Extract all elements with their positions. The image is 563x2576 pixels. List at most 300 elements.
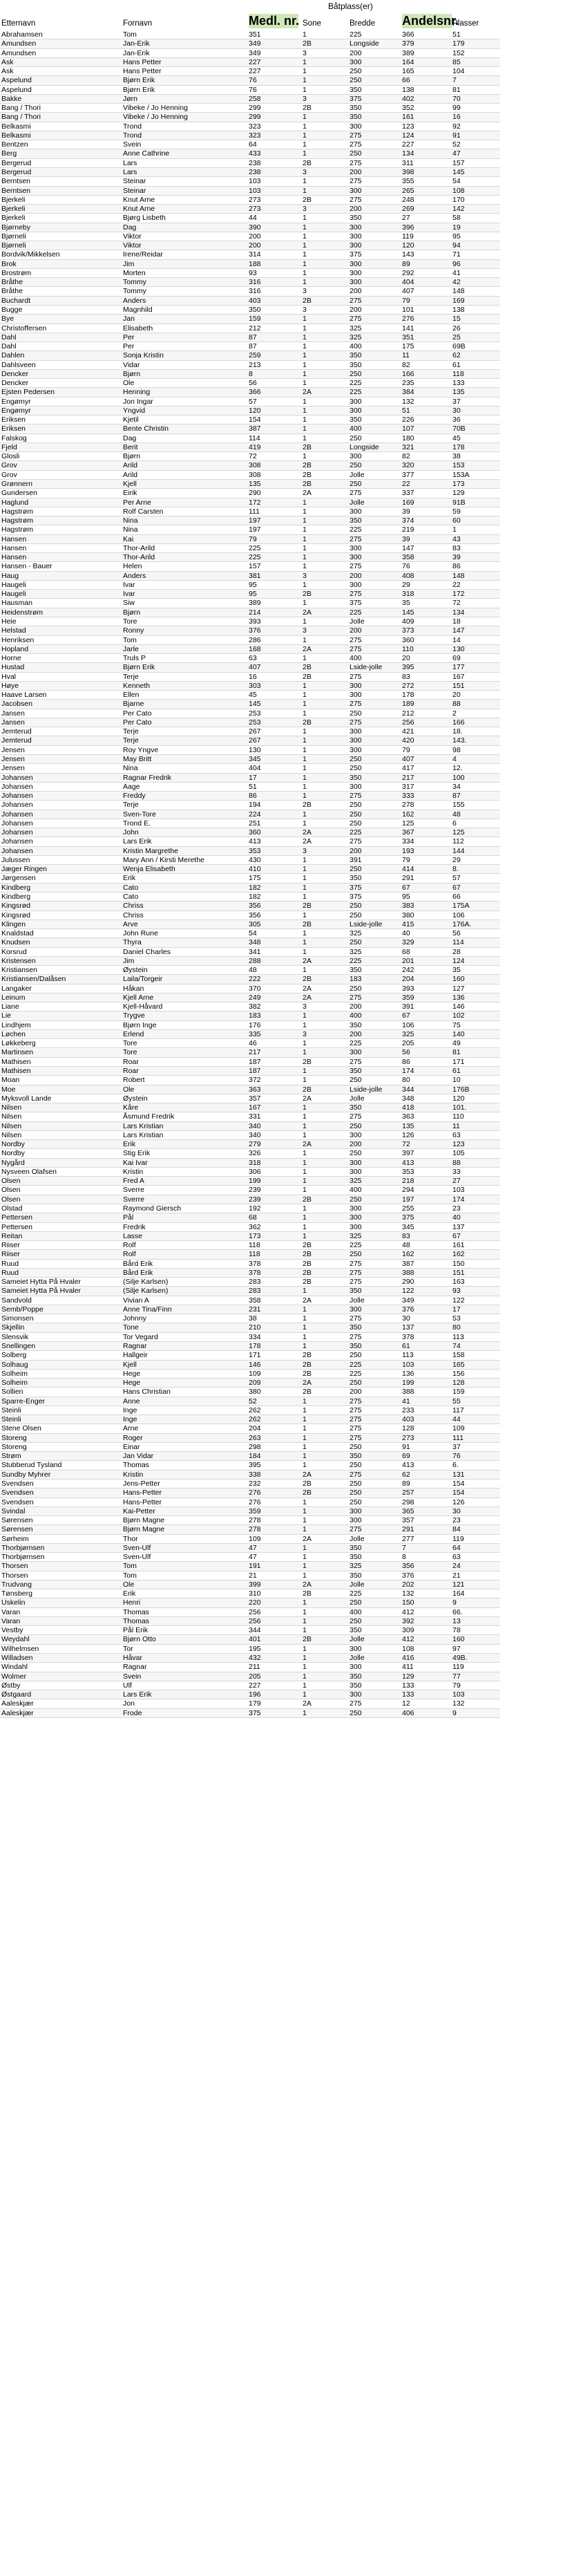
table-row[interactable] xyxy=(0,1507,500,1516)
cell-fornavn: Kai xyxy=(123,534,134,543)
cell-plasser: 155 xyxy=(452,801,465,810)
header-etternavn[interactable]: Etternavn xyxy=(1,19,36,28)
table-row[interactable] xyxy=(0,1195,500,1204)
table-row[interactable] xyxy=(0,608,500,617)
cell-medl-nr: 401 xyxy=(249,1635,261,1644)
table-row[interactable] xyxy=(0,443,500,452)
table-row[interactable] xyxy=(0,260,500,269)
cell-plasser: 158 xyxy=(452,1351,465,1360)
table-row[interactable] xyxy=(0,1525,500,1534)
table-row[interactable] xyxy=(0,581,500,590)
table-row[interactable] xyxy=(0,617,500,626)
cell-medl-nr: 109 xyxy=(249,1534,261,1543)
table-row[interactable] xyxy=(0,736,500,745)
table-row[interactable] xyxy=(0,131,500,140)
table-row[interactable] xyxy=(0,407,500,416)
table-row[interactable] xyxy=(0,1058,500,1067)
table-row[interactable] xyxy=(0,562,500,571)
cell-sone: 1 xyxy=(303,892,307,901)
cell-fornavn: Jim xyxy=(123,259,135,268)
table-row[interactable] xyxy=(0,590,500,599)
cell-plasser: 92 xyxy=(452,122,461,131)
table-row[interactable] xyxy=(0,1370,500,1379)
table-row[interactable] xyxy=(0,902,500,911)
table-row[interactable] xyxy=(0,828,500,837)
table-row[interactable] xyxy=(0,1314,500,1323)
cell-andelsnr: 205 xyxy=(402,1039,414,1048)
table-row[interactable] xyxy=(0,1067,500,1076)
header-fornavn[interactable]: Fornavn xyxy=(123,19,153,28)
table-row[interactable] xyxy=(0,480,500,489)
cell-etternavn: Nygård xyxy=(1,1158,25,1167)
table-row[interactable] xyxy=(0,1654,500,1663)
cell-andelsnr: 257 xyxy=(402,1488,414,1497)
table-row[interactable] xyxy=(0,95,500,104)
table-row[interactable] xyxy=(0,1122,500,1131)
table-row[interactable] xyxy=(0,636,500,645)
table-row[interactable] xyxy=(0,1516,500,1525)
table-row[interactable] xyxy=(0,1250,500,1259)
table-row[interactable] xyxy=(0,1232,500,1241)
table-row[interactable] xyxy=(0,361,500,370)
table-row[interactable] xyxy=(0,1177,500,1186)
cell-andelsnr: 101 xyxy=(402,305,414,314)
cell-andelsnr: 265 xyxy=(402,186,414,195)
table-row[interactable] xyxy=(0,1488,500,1497)
table-row[interactable] xyxy=(0,177,500,186)
cell-plasser: 78 xyxy=(452,1626,461,1635)
cell-plasser: 99 xyxy=(452,104,461,113)
cell-sone: 1 xyxy=(303,562,307,571)
table-row[interactable] xyxy=(0,572,500,581)
table-row[interactable] xyxy=(0,1333,500,1342)
cell-etternavn: Kristiansen xyxy=(1,966,37,975)
cell-sone: 1 xyxy=(303,406,307,415)
cell-bredde: 225 xyxy=(350,1039,362,1048)
cell-medl-nr: 95 xyxy=(249,590,257,599)
table-row[interactable] xyxy=(0,324,500,333)
table-row[interactable] xyxy=(0,948,500,957)
table-row[interactable] xyxy=(0,461,500,470)
cell-andelsnr: 412 xyxy=(402,1635,414,1644)
cell-sone: 1 xyxy=(303,315,307,324)
table-row[interactable] xyxy=(0,1598,500,1607)
table-row[interactable] xyxy=(0,1681,500,1690)
table-row[interactable] xyxy=(0,416,500,424)
table-row[interactable] xyxy=(0,1085,500,1094)
table-row[interactable] xyxy=(0,498,500,507)
table-row[interactable] xyxy=(0,865,500,874)
table-row[interactable] xyxy=(0,801,500,810)
cell-bredde: 375 xyxy=(350,883,362,892)
table-row[interactable] xyxy=(0,489,500,498)
cell-medl-nr: 253 xyxy=(249,709,261,718)
table-row[interactable] xyxy=(0,1608,500,1617)
table-row[interactable] xyxy=(0,223,500,232)
table-row[interactable] xyxy=(0,764,500,773)
table-row[interactable] xyxy=(0,1388,500,1397)
cell-plasser: 63 xyxy=(452,1553,461,1562)
table-row[interactable] xyxy=(0,159,500,168)
cell-fornavn: Rolf xyxy=(123,1250,136,1259)
table-row[interactable] xyxy=(0,1471,500,1480)
table-row[interactable] xyxy=(0,911,500,920)
cell-bredde: Longside xyxy=(350,442,379,451)
cell-etternavn: Engømyr xyxy=(1,397,31,406)
table-row[interactable] xyxy=(0,792,500,801)
cell-bredde: 200 xyxy=(350,1002,362,1011)
cell-etternavn: Solheim xyxy=(1,1379,28,1388)
table-row[interactable] xyxy=(0,58,500,67)
cell-medl-nr: 76 xyxy=(249,85,257,94)
cell-medl-nr: 197 xyxy=(249,516,261,525)
table-row[interactable] xyxy=(0,884,500,893)
cell-sone: 2A xyxy=(303,837,312,846)
table-row[interactable] xyxy=(0,1589,500,1598)
table-row[interactable] xyxy=(0,168,500,177)
cell-sone: 2B xyxy=(303,663,312,672)
table-row[interactable] xyxy=(0,1571,500,1580)
table-row[interactable] xyxy=(0,76,500,85)
table-row[interactable] xyxy=(0,682,500,691)
table-row[interactable] xyxy=(0,1039,500,1048)
table-row[interactable] xyxy=(0,984,500,993)
table-row[interactable] xyxy=(0,196,500,205)
cell-bredde: 350 xyxy=(350,1681,362,1690)
table-row[interactable] xyxy=(0,471,500,480)
table-row[interactable] xyxy=(0,1709,500,1718)
cell-bredde: 400 xyxy=(350,424,362,433)
cell-etternavn: Løchen xyxy=(1,1029,26,1038)
table-row[interactable] xyxy=(0,1112,500,1121)
table-row[interactable] xyxy=(0,315,500,324)
cell-fornavn: Inge xyxy=(123,1415,137,1424)
table-row[interactable] xyxy=(0,49,500,58)
table-row[interactable] xyxy=(0,1480,500,1488)
cell-sone: 1 xyxy=(303,1011,307,1020)
cell-medl-nr: 184 xyxy=(249,1452,261,1461)
cell-plasser: 103 xyxy=(452,1186,465,1195)
table-row[interactable] xyxy=(0,1204,500,1213)
table-row[interactable] xyxy=(0,1361,500,1370)
table-row[interactable] xyxy=(0,1443,500,1452)
cell-andelsnr: 383 xyxy=(402,902,414,911)
table-row[interactable] xyxy=(0,993,500,1002)
table-row[interactable] xyxy=(0,727,500,736)
table-row[interactable] xyxy=(0,297,500,306)
table-row[interactable] xyxy=(0,205,500,214)
table-row[interactable] xyxy=(0,938,500,947)
cell-medl-nr: 17 xyxy=(249,773,257,782)
table-row[interactable] xyxy=(0,856,500,865)
table-row[interactable] xyxy=(0,957,500,966)
cell-andelsnr: 407 xyxy=(402,287,414,296)
cell-plasser: 86 xyxy=(452,562,461,571)
table-row[interactable] xyxy=(0,287,500,296)
table-row[interactable] xyxy=(0,1287,500,1296)
table-row[interactable] xyxy=(0,718,500,727)
cell-sone: 2A xyxy=(303,828,312,837)
cell-etternavn: Dencker xyxy=(1,379,29,388)
table-row[interactable] xyxy=(0,1342,500,1351)
table-row[interactable] xyxy=(0,39,500,48)
table-row[interactable] xyxy=(0,342,500,351)
table-row[interactable] xyxy=(0,1690,500,1699)
header-medl-nr[interactable]: Medl. nr. xyxy=(249,14,300,28)
cell-etternavn: Nilsen xyxy=(1,1112,22,1121)
table-row[interactable] xyxy=(0,535,500,544)
table-row[interactable] xyxy=(0,1461,500,1470)
table-row[interactable] xyxy=(0,1140,500,1149)
table-row[interactable] xyxy=(0,30,500,39)
table-row[interactable] xyxy=(0,1168,500,1177)
table-row[interactable] xyxy=(0,783,500,792)
cell-sone: 1 xyxy=(303,1112,307,1121)
table-row[interactable] xyxy=(0,351,500,360)
table-row[interactable] xyxy=(0,1213,500,1222)
table-row[interactable] xyxy=(0,306,500,315)
cell-andelsnr: 415 xyxy=(402,920,414,928)
cell-sone: 1 xyxy=(303,1461,307,1470)
table-row[interactable] xyxy=(0,214,500,223)
table-row[interactable] xyxy=(0,599,500,608)
table-row[interactable] xyxy=(0,755,500,764)
cell-plasser: 20 xyxy=(452,691,461,700)
cell-medl-nr: 114 xyxy=(249,433,260,442)
table-row[interactable] xyxy=(0,507,500,516)
cell-fornavn: Hans Petter xyxy=(123,57,162,66)
table-row[interactable] xyxy=(0,1305,500,1314)
table-row[interactable] xyxy=(0,1260,500,1269)
cell-andelsnr: 95 xyxy=(402,892,410,901)
table-row[interactable] xyxy=(0,1323,500,1332)
table-row[interactable] xyxy=(0,1131,500,1140)
table-row[interactable] xyxy=(0,1103,500,1112)
cell-medl-nr: 356 xyxy=(249,902,261,911)
table-row[interactable] xyxy=(0,1544,500,1553)
cell-medl-nr: 171 xyxy=(249,1351,261,1360)
cell-medl-nr: 224 xyxy=(249,810,261,819)
cell-bredde: 250 xyxy=(350,1149,362,1158)
cell-plasser: 164 xyxy=(452,1589,465,1598)
cell-sone: 3 xyxy=(303,287,307,296)
table-row[interactable] xyxy=(0,1663,500,1672)
table-row[interactable] xyxy=(0,232,500,241)
table-row[interactable] xyxy=(0,149,500,158)
table-row[interactable] xyxy=(0,920,500,929)
table-row[interactable] xyxy=(0,654,500,663)
table-row[interactable] xyxy=(0,1553,500,1562)
cell-sone: 1 xyxy=(303,929,307,938)
table-row[interactable] xyxy=(0,1021,500,1030)
table-row[interactable] xyxy=(0,424,500,433)
table-row[interactable] xyxy=(0,544,500,553)
cell-sone: 1 xyxy=(303,57,307,66)
table-row[interactable] xyxy=(0,67,500,76)
table-row[interactable] xyxy=(0,837,500,846)
table-row[interactable] xyxy=(0,691,500,700)
cell-bredde: 300 xyxy=(350,1167,362,1176)
cell-etternavn: Jansen xyxy=(1,718,25,727)
table-row[interactable] xyxy=(0,1149,500,1158)
table-row[interactable] xyxy=(0,86,500,95)
cell-bredde: 300 xyxy=(350,1158,362,1167)
table-row[interactable] xyxy=(0,709,500,718)
cell-medl-nr: 168 xyxy=(249,644,261,653)
cell-medl-nr: 146 xyxy=(249,1360,261,1369)
table-row[interactable] xyxy=(0,847,500,856)
table-row[interactable] xyxy=(0,278,500,287)
table-row[interactable] xyxy=(0,746,500,755)
cell-medl-nr: 390 xyxy=(249,223,261,232)
table-row[interactable] xyxy=(0,122,500,131)
table-row[interactable] xyxy=(0,187,500,196)
cell-medl-nr: 225 xyxy=(249,543,261,552)
cell-fornavn: Bjørn Erik xyxy=(123,85,155,94)
table-row[interactable] xyxy=(0,1406,500,1415)
table-row[interactable] xyxy=(0,1415,500,1424)
table-row[interactable] xyxy=(0,1434,500,1443)
cell-sone: 2B xyxy=(303,1589,312,1598)
table-row[interactable] xyxy=(0,370,500,379)
cell-medl-nr: 192 xyxy=(249,1204,261,1213)
cell-andelsnr: 417 xyxy=(402,764,414,773)
table-row[interactable] xyxy=(0,1278,500,1287)
cell-plasser: 165 xyxy=(452,1360,465,1369)
table-row[interactable] xyxy=(0,379,500,388)
table-row[interactable] xyxy=(0,1635,500,1644)
table-row[interactable] xyxy=(0,1672,500,1681)
table-row[interactable] xyxy=(0,250,500,259)
table-row[interactable] xyxy=(0,1562,500,1571)
table-row[interactable] xyxy=(0,1241,500,1250)
table-row[interactable] xyxy=(0,1048,500,1057)
table-row[interactable] xyxy=(0,1223,500,1232)
table-row[interactable] xyxy=(0,1351,500,1360)
cell-etternavn: Moe xyxy=(1,1085,16,1094)
cell-andelsnr: 79 xyxy=(402,855,410,864)
table-row[interactable] xyxy=(0,1076,500,1085)
table-row[interactable] xyxy=(0,663,500,672)
cell-andelsnr: 318 xyxy=(402,590,414,599)
cell-plasser: 67 xyxy=(452,1231,461,1240)
table-row[interactable] xyxy=(0,1498,500,1507)
cell-medl-nr: 21 xyxy=(249,1571,257,1580)
table-row[interactable] xyxy=(0,113,500,122)
table-row[interactable] xyxy=(0,1452,500,1461)
table-row[interactable] xyxy=(0,241,500,250)
table-row[interactable] xyxy=(0,388,500,397)
table-row[interactable] xyxy=(0,1011,500,1020)
table-row[interactable] xyxy=(0,819,500,828)
cell-medl-nr: 183 xyxy=(249,1011,261,1020)
cell-plasser: 19 xyxy=(452,223,461,232)
table-row[interactable] xyxy=(0,1030,500,1039)
cell-fornavn: Tone xyxy=(123,1323,139,1332)
header-plasser[interactable]: Plasser xyxy=(452,19,479,28)
table-row[interactable] xyxy=(0,1580,500,1589)
table-row[interactable] xyxy=(0,966,500,975)
table-row[interactable] xyxy=(0,975,500,984)
table-row[interactable] xyxy=(0,269,500,278)
table-row[interactable] xyxy=(0,673,500,682)
table-row[interactable] xyxy=(0,333,500,342)
table-row[interactable] xyxy=(0,810,500,819)
cell-fornavn: Roar xyxy=(123,1067,139,1076)
header-bredde[interactable]: Bredde xyxy=(350,19,376,28)
cell-sone: 1 xyxy=(303,342,307,351)
cell-sone: 2B xyxy=(303,296,312,305)
table-row[interactable] xyxy=(0,1424,500,1433)
table-row[interactable] xyxy=(0,1699,500,1708)
cell-plasser: 66 xyxy=(452,892,461,901)
cell-medl-nr: 253 xyxy=(249,718,261,727)
cell-sone: 1 xyxy=(303,324,307,333)
table-row[interactable] xyxy=(0,1296,500,1305)
cell-etternavn: Svendsen xyxy=(1,1488,34,1497)
cell-fornavn: Jan-Erik xyxy=(123,39,150,48)
table-row[interactable] xyxy=(0,1159,500,1168)
table-row[interactable] xyxy=(0,1269,500,1278)
cell-sone: 2B xyxy=(303,104,312,113)
table-row[interactable] xyxy=(0,874,500,883)
table-row[interactable] xyxy=(0,1617,500,1626)
table-row[interactable] xyxy=(0,553,500,562)
table-row[interactable] xyxy=(0,893,500,902)
table-row[interactable] xyxy=(0,1002,500,1011)
table-row[interactable] xyxy=(0,774,500,783)
cell-bredde: 300 xyxy=(350,1663,362,1672)
header-sone[interactable]: Sone xyxy=(303,19,321,28)
cell-plasser: 142 xyxy=(452,205,465,214)
table-row[interactable] xyxy=(0,1626,500,1635)
table-row[interactable] xyxy=(0,434,500,443)
table-row[interactable] xyxy=(0,929,500,938)
cell-fornavn: Håkan xyxy=(123,984,144,993)
table-row[interactable] xyxy=(0,525,500,534)
table-row[interactable] xyxy=(0,700,500,709)
table-row[interactable] xyxy=(0,140,500,149)
table-row[interactable] xyxy=(0,452,500,461)
cell-plasser: 151 xyxy=(452,681,465,690)
cell-medl-nr: 314 xyxy=(249,250,261,259)
table-row[interactable] xyxy=(0,398,500,407)
table-row[interactable] xyxy=(0,1535,500,1544)
table-row[interactable] xyxy=(0,626,500,635)
cell-etternavn: Kindberg xyxy=(1,883,31,892)
cell-fornavn: Einar xyxy=(123,1442,140,1451)
table-row[interactable] xyxy=(0,104,500,113)
cell-etternavn: Vestby xyxy=(1,1626,23,1635)
table-row[interactable] xyxy=(0,645,500,654)
cell-andelsnr: 48 xyxy=(402,1241,410,1250)
cell-fornavn: (Silje Karlsen) xyxy=(123,1278,169,1287)
table-row[interactable] xyxy=(0,1379,500,1388)
table-row[interactable] xyxy=(0,1397,500,1406)
cell-etternavn: Henriksen xyxy=(1,635,35,644)
cell-plasser: 112 xyxy=(452,837,464,846)
cell-plasser: 56 xyxy=(452,929,461,938)
header-andelsnr[interactable]: Andelsnr. xyxy=(402,14,459,28)
cell-andelsnr: 122 xyxy=(402,1287,414,1296)
table-row[interactable] xyxy=(0,516,500,525)
cell-plasser: 166 xyxy=(452,718,465,727)
table-row[interactable] xyxy=(0,1186,500,1195)
table-row[interactable] xyxy=(0,1645,500,1654)
cell-plasser: 34 xyxy=(452,782,461,791)
cell-medl-nr: 372 xyxy=(249,1076,261,1085)
table-row[interactable] xyxy=(0,1094,500,1103)
